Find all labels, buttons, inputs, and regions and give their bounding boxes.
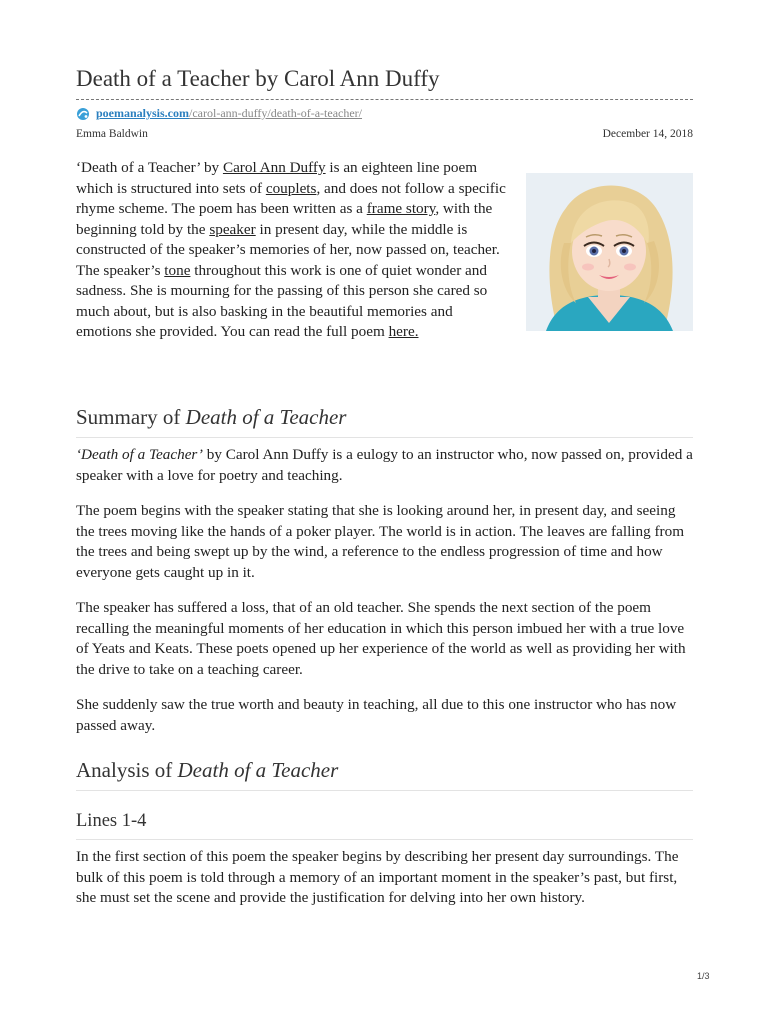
summary-paragraph-3: The speaker has suffered a loss, that of an old teacher. She spends the next section of the poem recalling the meaningful moments of her education in which this person imbued her with a true love of Yeats and Keats. These poets opened up her experience of the world as well as providing her with the drive to take on a teaching career. [76, 599, 686, 678]
publish-date: December 14, 2018 [602, 128, 693, 140]
heading-text: Analysis of [76, 758, 178, 782]
source-domain[interactable]: poemanalysis.com [96, 106, 189, 120]
intro-text: , and does not follow a specific rhyme scheme. The poem has been written as a [76, 179, 506, 217]
heading-poem-title: Death of a Teacher [177, 758, 339, 782]
intro-text: , with the beginning told by the [76, 200, 493, 238]
tone-link[interactable]: tone [164, 261, 191, 279]
intro-text: in present day, while the middle is constructed of the speaker’s memories of her, now passed on, teacher. The speaker’s [76, 220, 500, 279]
poem-title-em: ‘Death of a Teacher’ [76, 446, 203, 463]
lines-1-4-heading: Lines 1-4 [76, 811, 147, 831]
paragraph-text: by Carol Ann Duffy is a eulogy to an instructor who, now passed on, provided a speaker with a love for poetry and teaching. [76, 446, 693, 484]
portrait-svg [526, 173, 693, 331]
couplets-link[interactable]: couplets [265, 179, 317, 197]
poemanalysis-logo-icon [76, 107, 90, 121]
full-poem-link[interactable]: here. [388, 323, 419, 340]
heading-text: Summary of [76, 405, 186, 429]
intro-paragraph [76, 158, 506, 343]
author-portrait-illustration [526, 173, 693, 331]
intro-text: throughout this work is one of quiet wonder and sadness. She is mourning for the passing of this person she cared so much about, but is also basking in the beautiful memories and emotions she provided. You can read the full poem [76, 261, 488, 340]
title-divider [76, 99, 693, 100]
page-number: 1/3 [697, 971, 710, 981]
poet-link[interactable]: Carol Ann Duffy [222, 159, 326, 176]
summary-paragraph-1 [76, 445, 696, 486]
analysis-divider [76, 790, 693, 791]
lines-divider [76, 839, 693, 840]
summary-divider [76, 437, 693, 438]
analysis-paragraph-1: In the first section of this poem the speaker begins by describing her present day surroundings. The bulk of this poem is told through a memory of an important moment in the speaker’s past, but first, she must set the scene and provide the justification for delving into her own history. [76, 848, 679, 906]
summary-paragraph-2: The poem begins with the speaker stating that she is looking around her, in present day, and seeing the trees moving like the hands of a poker player. The world is in action. The leaves are falling from the trees and being swept up by the wind, a reference to the endless progression of time and how everyone gets caught up in it. [76, 502, 685, 581]
intro-text: is an eighteen line poem which is structured into sets of [76, 159, 478, 197]
article-title: Death of a Teacher by Carol Ann Duffy [76, 66, 440, 91]
summary-paragraph-4: She suddenly saw the true worth and beauty in teaching, all due to this one instructor who has now passed away. [76, 696, 677, 734]
speaker-link[interactable]: speaker [209, 220, 256, 238]
heading-poem-title: Death of a Teacher [185, 405, 347, 429]
author-name: Emma Baldwin [76, 128, 148, 140]
article-meta [76, 128, 693, 140]
frame-story-link[interactable]: frame story [366, 200, 436, 217]
summary-heading [76, 405, 346, 430]
analysis-heading [76, 758, 338, 783]
intro-text: ‘Death of a Teacher’ by [76, 159, 223, 176]
source-path[interactable]: /carol-ann-duffy/death-of-a-teacher/ [189, 106, 363, 120]
source-link[interactable] [76, 106, 362, 121]
